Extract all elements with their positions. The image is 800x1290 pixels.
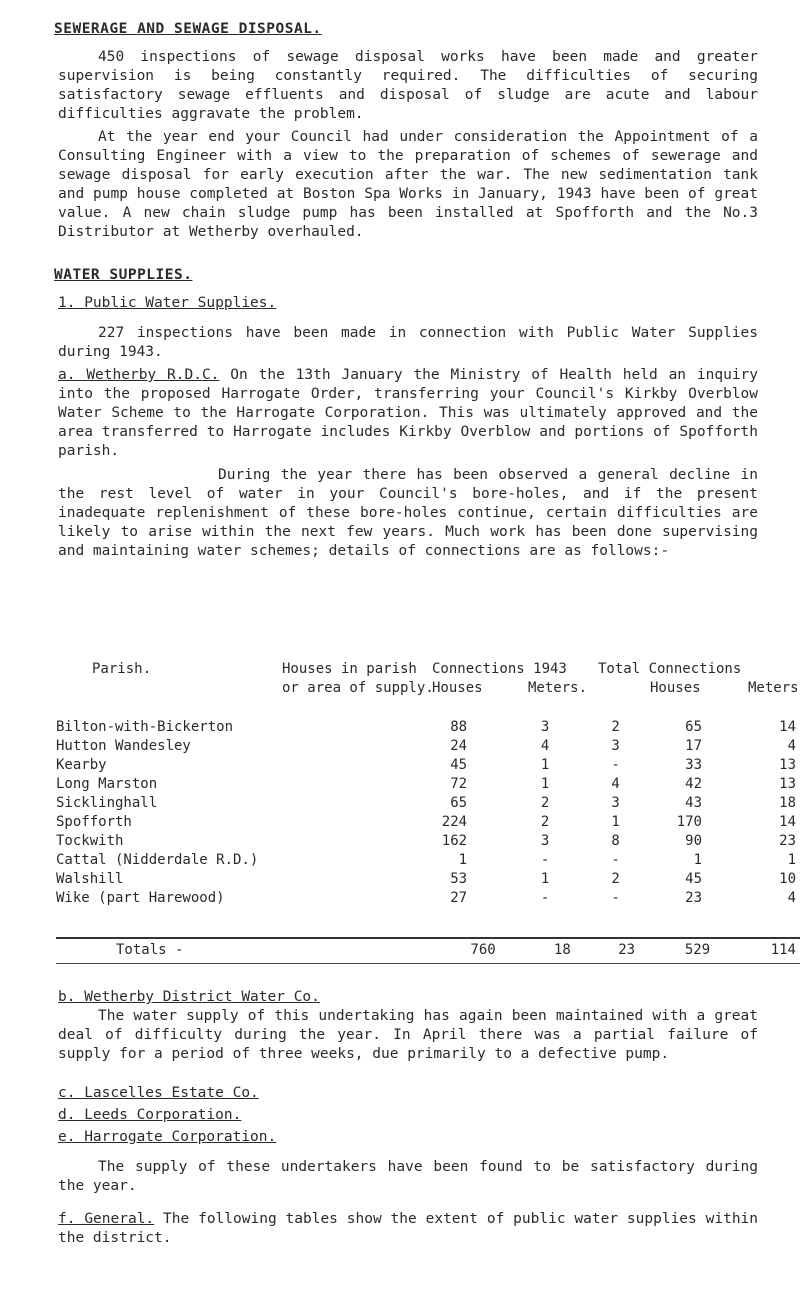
row-houses: 24 bbox=[450, 738, 468, 754]
row-conn-meters: 2 bbox=[611, 871, 620, 887]
water-supplies-heading: WATER SUPPLIES. bbox=[54, 267, 193, 283]
item-e bbox=[58, 1128, 758, 1147]
row-total-meters: 10 bbox=[779, 871, 796, 887]
row-houses: 65 bbox=[450, 795, 468, 811]
row-conn-meters: 3 bbox=[611, 795, 620, 811]
row-conn-meters: 2 bbox=[611, 719, 620, 735]
item-f-paragraph bbox=[58, 1210, 758, 1248]
row-houses: 27 bbox=[450, 890, 468, 906]
table-header-connections: Connections 1943 bbox=[432, 661, 567, 677]
table-row bbox=[56, 832, 796, 851]
row-total-houses: 1 bbox=[693, 852, 702, 868]
table-header-houses-line1: Houses in parish bbox=[282, 661, 417, 677]
row-total-meters: 13 bbox=[779, 776, 796, 792]
totals-total-meters: 114 bbox=[770, 942, 796, 958]
item-b-paragraph bbox=[58, 988, 758, 1007]
totals-total-houses: 529 bbox=[684, 942, 711, 958]
connections-table bbox=[56, 718, 796, 908]
item-c-text: c. Lascelles Estate Co. bbox=[58, 1085, 259, 1101]
item-d bbox=[58, 1106, 758, 1125]
row-parish: Long Marston bbox=[56, 776, 158, 792]
item-f-label: f. General. bbox=[58, 1211, 155, 1227]
row-houses: 45 bbox=[450, 757, 468, 773]
table-row bbox=[56, 775, 796, 794]
row-total-houses: 170 bbox=[676, 814, 702, 830]
row-total-houses: 90 bbox=[685, 833, 702, 849]
row-total-houses: 43 bbox=[685, 795, 702, 811]
row-conn-houses: 3 bbox=[540, 833, 550, 849]
table-row bbox=[56, 870, 796, 889]
row-conn-meters: - bbox=[611, 852, 620, 868]
public-water-heading-text: 1. Public Water Supplies. bbox=[58, 295, 277, 311]
item-a-label: a. Wetherby R.D.C. bbox=[58, 367, 220, 383]
table-row bbox=[56, 718, 796, 737]
row-conn-meters: 8 bbox=[611, 833, 620, 849]
row-conn-houses: 2 bbox=[540, 795, 550, 811]
item-f-text: The following tables show the extent of public water supplies within the district. bbox=[58, 1211, 759, 1246]
row-houses: 162 bbox=[441, 833, 468, 849]
row-conn-meters: - bbox=[611, 890, 620, 906]
table-header-total-meters: Meters bbox=[748, 680, 799, 696]
table-row bbox=[56, 756, 796, 775]
row-conn-houses: 1 bbox=[540, 757, 550, 773]
row-total-houses: 65 bbox=[685, 719, 702, 735]
public-water-paragraph: 227 inspections have been made in connection with Public Water Supplies during 1943. bbox=[58, 325, 758, 360]
row-parish: Walshill bbox=[56, 871, 124, 887]
row-conn-houses: - bbox=[540, 890, 550, 906]
row-conn-houses: 4 bbox=[540, 738, 550, 754]
item-c bbox=[58, 1084, 758, 1103]
totals-houses: 760 bbox=[470, 942, 496, 958]
sewage-heading: SEWERAGE AND SEWAGE DISPOSAL. bbox=[54, 21, 322, 37]
table-row bbox=[56, 794, 796, 813]
item-a-paragraph bbox=[58, 366, 758, 461]
table-total-rule-bottom bbox=[56, 963, 800, 964]
row-conn-meters: 1 bbox=[611, 814, 620, 830]
row-parish: Hutton Wandesley bbox=[56, 738, 191, 754]
totals-label: Totals - bbox=[116, 942, 184, 958]
table-row bbox=[56, 889, 796, 908]
public-water-heading bbox=[58, 294, 758, 313]
totals-row bbox=[56, 941, 796, 960]
sewage-paragraph-1: 450 inspections of sewage disposal works have been made and greater supervision is being constantly required. The difficulties of securing satisfactory sewage effluents and disposal of sludge are acute and labour difficulties aggravate the problem. bbox=[58, 49, 758, 122]
row-parish: Wike (part Harewood) bbox=[56, 890, 225, 906]
table-header-total: Total Connections bbox=[598, 661, 742, 677]
row-parish: Tockwith bbox=[56, 833, 124, 849]
row-total-meters: 13 bbox=[779, 757, 796, 773]
table-header-conn-meters: Meters. bbox=[528, 680, 588, 696]
row-conn-meters: - bbox=[611, 757, 620, 773]
row-houses: 72 bbox=[450, 776, 468, 792]
table-row bbox=[56, 813, 796, 832]
row-houses: 53 bbox=[450, 871, 468, 887]
row-conn-meters: 3 bbox=[611, 738, 620, 754]
row-total-meters: 14 bbox=[779, 814, 796, 830]
table-header-houses-line2: or area of supply. bbox=[282, 680, 434, 696]
row-houses: 1 bbox=[458, 852, 468, 868]
sewage-paragraph-2: At the year end your Council had under consideration the Appointment of a Consulting Engineer with a view to the preparation of schemes of sewerage and sewage disposal for early execution after the war. The new sedimentation tank and pump house completed at Boston Spa Works in January, 1943 have been of great value. A new chain sludge pump has been installed at Spofforth and the No.3 Distributor at Wetherby overhauled. bbox=[58, 129, 758, 240]
row-conn-houses: - bbox=[540, 852, 550, 868]
row-total-meters: 14 bbox=[779, 719, 796, 735]
row-parish: Spofforth bbox=[56, 814, 132, 830]
item-e-text: e. Harrogate Corporation. bbox=[58, 1129, 277, 1145]
table-row bbox=[56, 851, 796, 870]
row-total-houses: 42 bbox=[685, 776, 702, 792]
row-conn-houses: 1 bbox=[540, 776, 550, 792]
row-conn-meters: 4 bbox=[611, 776, 620, 792]
row-parish: Cattal (Nidderdale R.D.) bbox=[56, 852, 259, 868]
row-total-meters: 4 bbox=[787, 890, 796, 906]
row-total-meters: 4 bbox=[787, 738, 796, 754]
item-d-text: d. Leeds Corporation. bbox=[58, 1107, 242, 1123]
row-houses: 224 bbox=[441, 814, 468, 830]
connections-table-body bbox=[56, 718, 796, 908]
supply-paragraph: The supply of these undertakers have been found to be satisfactory during the year. bbox=[58, 1159, 758, 1194]
totals-conn-houses: 18 bbox=[553, 942, 571, 958]
row-parish: Sicklinghall bbox=[56, 795, 158, 811]
row-total-meters: 18 bbox=[779, 795, 796, 811]
table-header-total-houses: Houses bbox=[650, 680, 701, 696]
decline-paragraph: During the year there has been observed a general decline in the rest level of water in your Council's bore-holes, and if the present inadequate replenishment of these bore-holes continue, certain difficulties are likely to arise within the next few years. Much work has been done supervising and maintaining water schemes; details of connections are as follows:- bbox=[58, 467, 758, 559]
totals-conn-meters: 23 bbox=[618, 942, 636, 958]
row-parish: Kearby bbox=[56, 757, 107, 773]
row-conn-houses: 1 bbox=[540, 871, 550, 887]
row-total-meters: 1 bbox=[787, 852, 796, 868]
item-a-text: On the 13th January the Ministry of Health held an inquiry into the proposed Harrogate Order, transferring your Council's Kirkby Overblow Water Scheme to the Harrogate Corporation. This was ultimately approved and the area transferred to Harrogate includes Kirkby Overblow and portions of Spofforth parish. bbox=[58, 367, 759, 459]
row-total-houses: 33 bbox=[685, 757, 702, 773]
table-header-conn-houses: Houses bbox=[432, 680, 483, 696]
table-total-rule-top bbox=[56, 937, 800, 939]
row-total-houses: 45 bbox=[685, 871, 702, 887]
row-conn-houses: 3 bbox=[540, 719, 550, 735]
row-parish: Bilton-with-Bickerton bbox=[56, 719, 234, 735]
row-total-houses: 23 bbox=[685, 890, 702, 906]
table-header-parish: Parish. bbox=[92, 661, 152, 677]
item-b-text: The water supply of this undertaking has again been maintained with a great deal of difficulty during the year. In April there was a partial failure of supply for a period of three weeks, due primarily to a defective pump. bbox=[58, 1008, 758, 1062]
row-conn-houses: 2 bbox=[540, 814, 550, 830]
totals-table bbox=[56, 941, 796, 960]
table-row bbox=[56, 737, 796, 756]
row-total-meters: 23 bbox=[779, 833, 796, 849]
row-total-houses: 17 bbox=[685, 738, 702, 754]
row-houses: 88 bbox=[450, 719, 468, 735]
item-b-label: b. Wetherby District Water Co. bbox=[58, 989, 320, 1005]
